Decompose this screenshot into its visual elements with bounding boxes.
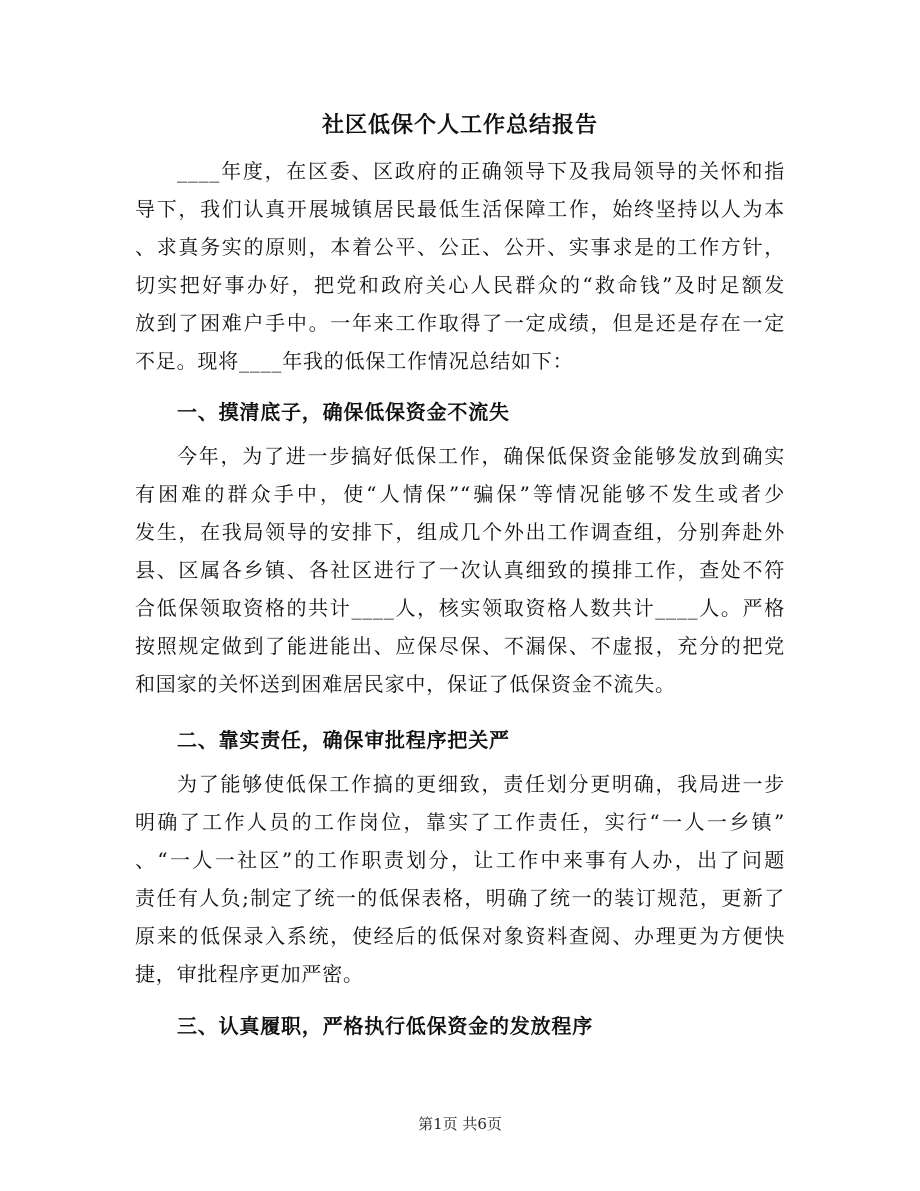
section-heading: 三、认真履职，严格执行低保资金的发放程序 [177, 1014, 593, 1038]
text-line: 、“一人一社区”的工作职责划分，让工作中来事有人办，出了问题 [135, 848, 785, 872]
paragraph-intro [135, 152, 785, 380]
text-line: 导下，我们认真开展城镇居民最低生活保障工作，始终坚持以人为本 [135, 197, 785, 221]
text-line: 按照规定做到了能进能出、应保尽保、不漏保、不虚报，充分的把党 [135, 634, 785, 658]
section-heading: 二、靠实责任，确保审批程序把关严 [177, 728, 510, 752]
section-heading-2 [135, 721, 785, 759]
paragraph-section-2 [135, 765, 785, 993]
text-line: 放到了困难户手中。一年来工作取得了一定成绩，但是还是存在一定 [135, 311, 785, 335]
section-heading: 一、摸清底子，确保低保资金不流失 [177, 400, 510, 424]
paragraph-section-1 [135, 437, 785, 703]
page-title: 社区低保个人工作总结报告 [321, 112, 598, 138]
text-line: ____年度，在区委、区政府的正确领导下及我局领导的关怀和指 [177, 159, 785, 183]
text-line: 捷，审批程序更加严密。 [135, 962, 364, 986]
text-line: 切实把好事办好，把党和政府关心人民群众的“救命钱”及时足额发 [135, 273, 785, 297]
section-heading-1 [135, 393, 785, 431]
text-line: 原来的低保录入系统，使经后的低保对象资料查阅、办理更为方便快 [135, 924, 785, 948]
section-heading-3 [135, 1007, 785, 1045]
text-line: 今年，为了进一步搞好低保工作，确保低保资金能够发放到确实 [177, 444, 785, 468]
page-number-footer: 第1页 共6页 [418, 1115, 502, 1133]
text-line: 县、区属各乡镇、各社区进行了一次认真细致的摸排工作，查处不符 [135, 558, 785, 582]
text-line: 不足。现将____年我的低保工作情况总结如下： [135, 349, 574, 373]
text-line: 发生，在我局领导的安排下，组成几个外出工作调查组，分别奔赴外 [135, 520, 785, 544]
text-line: 为了能够使低保工作搞的更细致，责任划分更明确，我局进一步 [177, 772, 785, 796]
text-line: 有困难的群众手中，使“人情保”“骗保”等情况能够不发生或者少 [135, 482, 785, 506]
text-line: 责任有人负;制定了统一的低保表格，明确了统一的装订规范，更新了 [135, 886, 785, 910]
text-line: 明确了工作人员的工作岗位，靠实了工作责任，实行“一人一乡镇” [135, 810, 785, 834]
text-line: 合低保领取资格的共计____人，核实领取资格人数共计____人。严格 [135, 596, 785, 620]
text-line: 和国家的关怀送到困难居民家中，保证了低保资金不流失。 [135, 672, 676, 696]
text-line: 、求真务实的原则，本着公平、公正、公开、实事求是的工作方针， [135, 235, 785, 259]
